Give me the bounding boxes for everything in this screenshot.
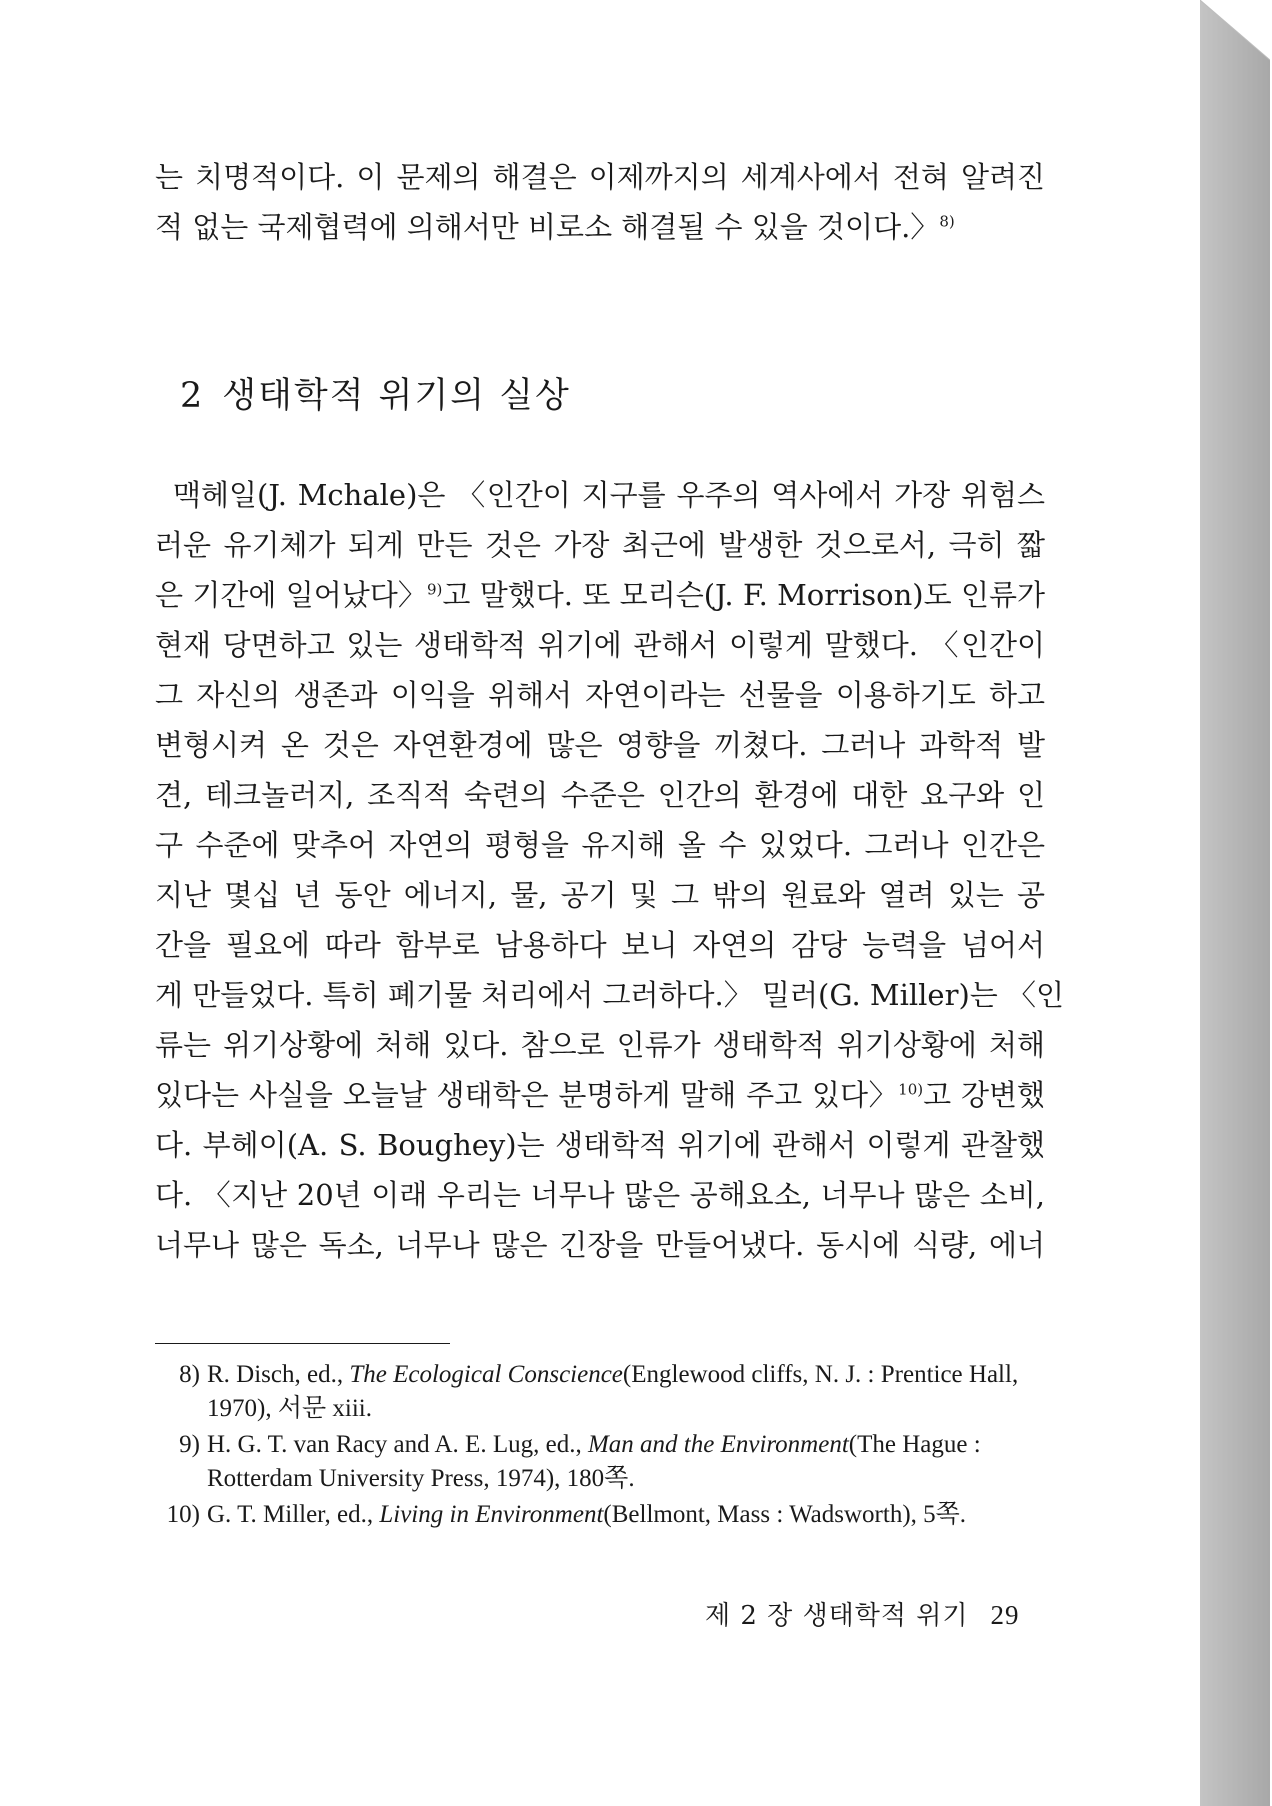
text-line: 너무나 많은 독소, 너무나 많은 긴장을 만들어냈다. 동시에 식량, 에너 [155,1228,1045,1262]
text-line: 맥헤일(J. Mchale)은 〈인간이 지구를 우주의 역사에서 가장 위험스 [173,478,1045,512]
text-line: 러운 유기체가 되게 만든 것은 가장 최근에 발생한 것으로서, 극히 짧 [155,528,1045,562]
text-line: 다. 부헤이(A. S. Boughey)는 생태학적 위기에 관해서 이렇게 관찰했 [155,1128,1045,1162]
text-line: 간을 필요에 따라 함부로 남용하다 보니 자연의 감당 능력을 넘어서 [155,928,1045,962]
text-line: 있다는 사실을 오늘날 생태학은 분명하게 말해 주고 있다〉$^{10)}$고 강변했 [155,1078,1045,1112]
footnote-10 [155,1498,1035,1532]
footnote-ref: 8) [939,212,955,231]
footnote-title: Living in Environment [379,1501,604,1528]
section-heading [180,368,571,418]
footnote-text: R. Disch, ed., [207,1361,350,1388]
footnote-continuation: 1970), 서문 xiii. [207,1395,372,1422]
footnote-text: G. T. Miller, ed., [207,1501,380,1528]
footnote-title: The Ecological Conscience [349,1361,623,1388]
text-line: 는 치명적이다. 이 문제의 해결은 이제까지의 세계사에서 전혀 알려진 [155,160,1045,194]
footnote-8 [155,1358,1035,1426]
footnote-divider [155,1343,450,1344]
section-number: 2 [180,376,205,416]
footnote-continuation: Rotterdam University Press, 1974), 180쪽. [207,1465,635,1492]
footnote-mark: 10) [166,1501,200,1528]
footnote-ref: 9) [427,580,443,599]
section-title: 생태학적 위기의 실상 [222,376,571,416]
footnote-9 [155,1428,1035,1496]
footnote-title: Man and the Environment [587,1431,849,1458]
page-edge-shading [1200,0,1270,1806]
text-line: 구 수준에 맞추어 자연의 평형을 유지해 올 수 있었다. 그러나 인간은 [155,828,1045,862]
text-line: 은 기간에 일어났다〉$^{9)}$고 말했다. 또 모리슨(J. F. Morrison)도 인류가 [155,578,1045,612]
text-line: 다. 〈지난 20년 이래 우리는 너무나 많은 공해요소, 너무나 많은 소비, [155,1178,1045,1212]
footnote-text: (Englewood cliffs, N. J. : Prentice Hall, [622,1361,1019,1388]
text-line: 지난 몇십 년 동안 에너지, 물, 공기 및 그 밖의 원료와 열려 있는 공 [155,878,1045,912]
footnote-mark: 8) [179,1361,200,1388]
text-line: 현재 당면하고 있는 생태학적 위기에 관해서 이렇게 말했다. 〈인간이 [155,628,1045,662]
text-line: 적 없는 국제협력에 의해서만 비로소 해결될 수 있을 것이다.〉$^{8)}$ [155,210,955,244]
running-footer [705,1595,1020,1632]
text-line: 류는 위기상황에 처해 있다. 참으로 인류가 생태학적 위기상황에 처해 [155,1028,1045,1062]
footnote-mark: 9) [179,1431,200,1458]
footnote-ref: 10) [898,1080,924,1099]
text-line: 변형시켜 온 것은 자연환경에 많은 영향을 끼쳤다. 그러나 과학적 발 [155,728,1045,762]
chapter-label: 제 2 장 생태학적 위기 [705,1601,969,1631]
text-line: 견, 테크놀러지, 조직적 숙련의 수준은 인간의 환경에 대한 요구와 인 [155,778,1045,812]
page-number: 29 [990,1600,1020,1630]
top-paragraph [155,152,1045,252]
footnote-text: (Bellmont, Mass : Wadsworth), 5쪽. [603,1501,967,1528]
text-line: 그 자신의 생존과 이익을 위해서 자연이라는 선물을 이용하기도 하고 [155,678,1045,712]
body-paragraph [155,470,1065,1270]
footnote-text: (The Hague : [848,1431,981,1458]
footnote-text: H. G. T. van Racy and A. E. Lug, ed., [207,1431,588,1458]
text-line: 게 만들었다. 특히 폐기물 처리에서 그러하다.〉 밀러(G. Miller)는 〈인 [155,978,1065,1012]
